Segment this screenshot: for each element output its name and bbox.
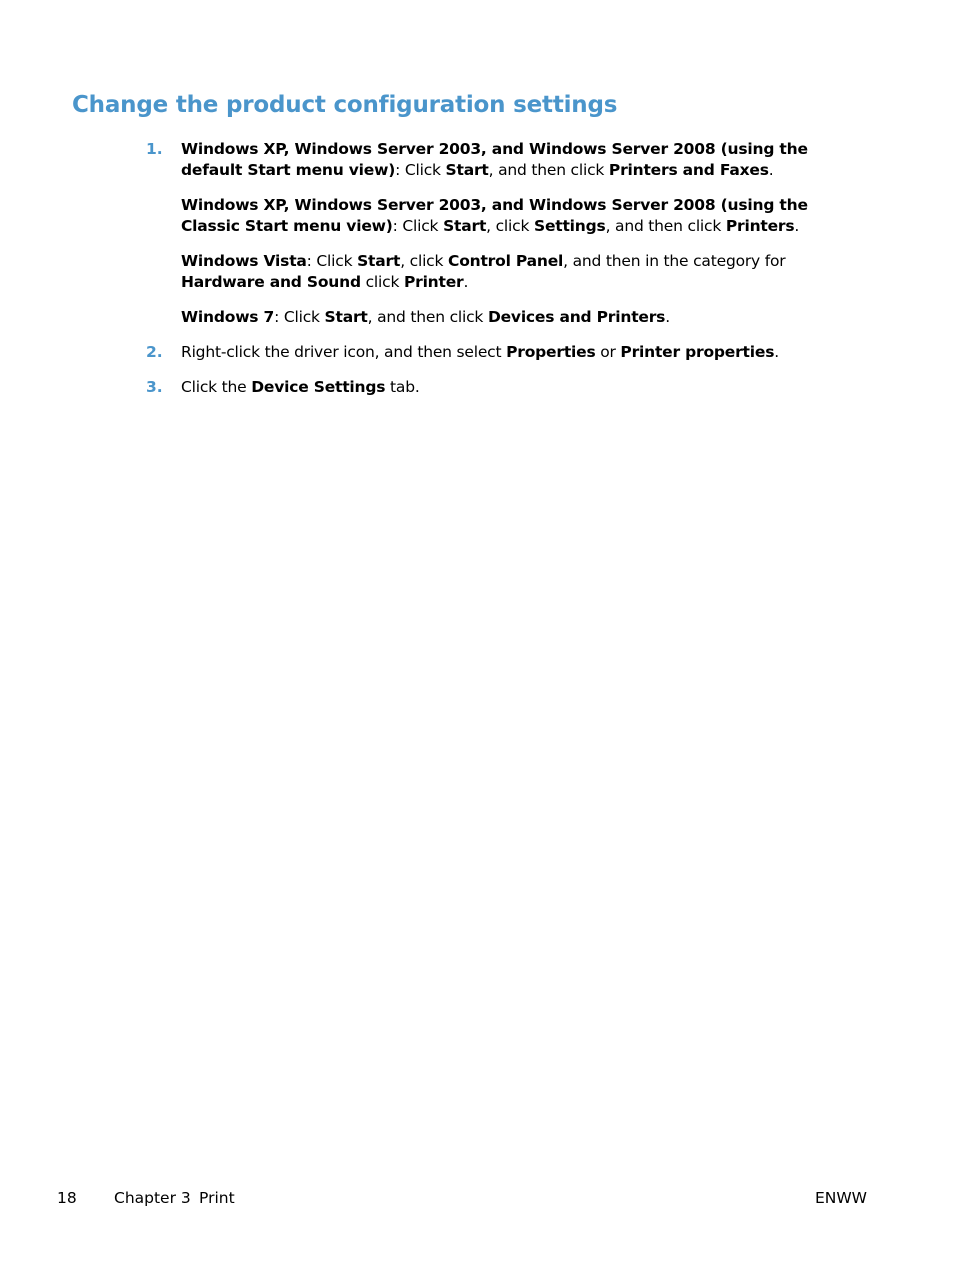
step-paragraph — [181, 251, 866, 293]
step-item — [146, 377, 866, 398]
step-item — [146, 342, 866, 363]
text-run: . — [774, 343, 779, 361]
footer-page-number: 18 — [57, 1189, 77, 1207]
page-title: Change the product configuration settings — [72, 92, 618, 118]
text-run: , and then click — [488, 161, 609, 179]
text-run: . — [794, 217, 800, 235]
text-run: , and then in the category for — [563, 252, 786, 270]
step-paragraph — [181, 139, 866, 181]
step-number: 1. — [146, 140, 163, 158]
text-run: . — [768, 161, 774, 179]
bold-text: Printer — [403, 273, 464, 291]
text-run: , and then click — [605, 217, 726, 235]
step-paragraph — [181, 342, 866, 363]
text-run: : Click — [306, 252, 358, 270]
footer-chapter: Chapter 3 — [114, 1189, 191, 1207]
footer-section: Print — [199, 1189, 235, 1207]
text-run: or — [595, 343, 621, 361]
bold-text: Hardware and Sound — [181, 273, 361, 291]
bold-text: Windows 7 — [181, 308, 275, 326]
bold-text: Windows XP, Windows Server 2003, and Windows Server 2008 (using the Classic Start menu view) — [181, 196, 808, 235]
text-run: Click the — [181, 378, 252, 396]
bold-text: Control Panel — [448, 252, 564, 270]
bold-text: Start — [443, 217, 487, 235]
text-run: click — [360, 273, 404, 291]
text-run: , click — [486, 217, 534, 235]
bold-text: Start — [324, 308, 368, 326]
step-paragraph — [181, 307, 866, 328]
steps-list — [146, 139, 866, 412]
step-paragraph — [181, 195, 866, 237]
bold-text: Settings — [533, 217, 606, 235]
step-item — [146, 139, 866, 328]
text-run: : Click — [395, 161, 446, 179]
bold-text: Start — [357, 252, 401, 270]
text-run: . — [665, 308, 670, 326]
text-run: Right-click the driver icon, and then select — [181, 343, 507, 361]
text-run: : Click — [274, 308, 325, 326]
bold-text: Printer properties — [620, 343, 775, 361]
bold-text: Device Settings — [251, 378, 386, 396]
bold-text: Windows Vista — [181, 252, 307, 270]
text-run: , and then click — [367, 308, 488, 326]
text-run: . — [463, 273, 469, 291]
bold-text: Printers and Faxes — [608, 161, 769, 179]
text-run: tab. — [385, 378, 420, 396]
bold-text: Start — [445, 161, 489, 179]
text-run: : Click — [392, 217, 444, 235]
step-number: 2. — [146, 343, 163, 361]
bold-text: Printers — [725, 217, 795, 235]
bold-text: Properties — [506, 343, 596, 361]
text-run: , click — [400, 252, 449, 270]
step-number: 3. — [146, 378, 163, 396]
bold-text: Windows XP, Windows Server 2003, and Windows Server 2008 (using the default Start menu view) — [181, 140, 808, 179]
bold-text: Devices and Printers — [487, 308, 666, 326]
step-paragraph — [181, 377, 866, 398]
footer-doc-code: ENWW — [814, 1189, 867, 1207]
